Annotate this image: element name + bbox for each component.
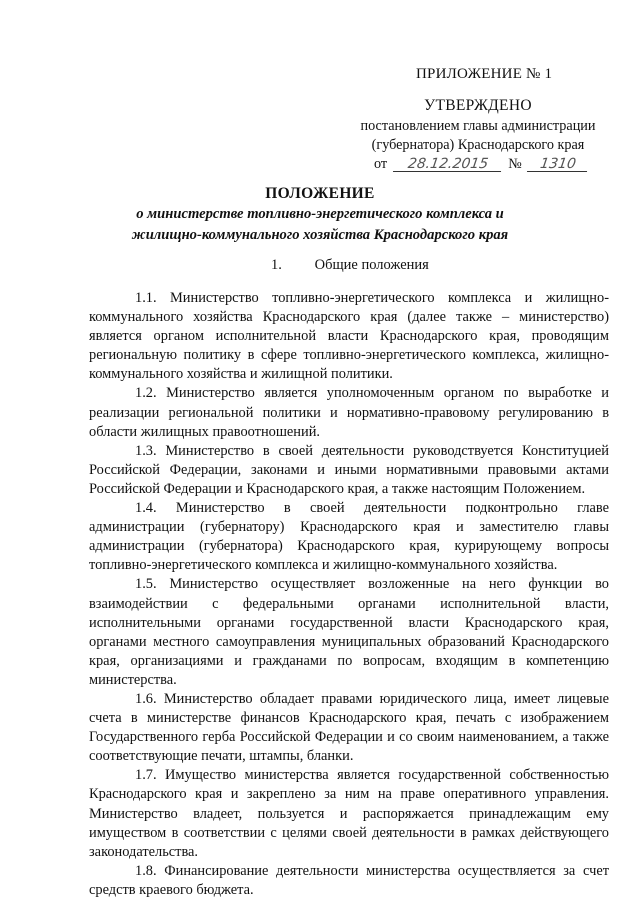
paragraph: 1.6. Министерство обладает правами юридического лица, имеет лицевые счета в министерстве финансов Краснодарского края, печать с изображением Государственного герба Российской Федерации и со своим наименованием, а также соответствующие печати, штампы, бланки. [89,690,609,765]
section-heading [271,257,429,274]
approved-by-line-1: постановлением главы администрации [360,118,596,134]
document-subtitle-line-2: жилищно-коммунального хозяйства Краснодарского края [131,227,509,243]
section-number: 1. [271,257,282,273]
paragraph: 1.4. Министерство в своей деятельности подконтрольно главе администрации (губернатору) Краснодарского края и заместителю главы администрации (губернатора) Краснодарского края, курирующему вопросы топливно-энергетического комплекса и жилищно-коммунального хозяйства. [89,500,609,574]
date-prefix: от [374,156,388,172]
approval-date-line [346,155,610,174]
paragraph: 1.2. Министерство является уполномоченным органом по выработке и реализации региональной политики и нормативно-правовому регулированию в области жилищных правоотношений. [89,385,609,440]
document-body [89,289,609,900]
document-title-block [100,183,540,246]
paragraph: 1.7. Имущество министерства является государственной собственностью Краснодарского края и закреплено за ним на праве оперативного управления. Министерство владеет, пользуется и распоряжается принадлежащим ему имуществом в соответствии с целями своей деятельности в рамках действующего законодательства. [89,767,609,860]
handwritten-number: 1310 [527,157,589,172]
approved-title: УТВЕРЖДЕНО [424,97,532,114]
number-sign: № [508,156,522,172]
paragraph: 1.1. Министерство топливно-энергетического комплекса и жилищно-коммунального хозяйства Краснодарского края (далее также – министерство) является органом исполнительной власти Краснодарского края, проводящим региональную политику в сфере топливно-энергетического комплекса, жилищно-коммунального хозяйства и жилищной политики. [89,290,609,383]
paragraph: 1.3. Министерство в своей деятельности руководствуется Конституцией Российской Федерации, законами и иными нормативными правовыми актами Российской Федерации и Краснодарского края, а также настоящим Положением. [89,442,609,497]
section-title: Общие положения [314,257,429,273]
annex-label: ПРИЛОЖЕНИЕ № 1 [416,66,553,82]
document-title: ПОЛОЖЕНИЕ [265,185,375,202]
approval-stamp [346,96,610,174]
document-subtitle-line-1: о министерстве топливно-энергетического комплекса и [136,206,504,222]
handwritten-date: 28.12.2015 [393,157,503,172]
paragraph: 1.5. Министерство осуществляет возложенные на него функции во взаимодействии с федеральными органами исполнительной власти, исполнительными органами государственной власти Краснодарского края, органами местного самоуправления муниципальных образований Краснодарского края, организациями и гражданами по вопросам, входящим в компетенцию министерства. [89,576,609,688]
paragraph: 1.8. Финансирование деятельности министерства осуществляется за счет средств краевого бюджета. [89,862,609,898]
approved-by-line-2: (губернатора) Краснодарского края [371,137,585,153]
